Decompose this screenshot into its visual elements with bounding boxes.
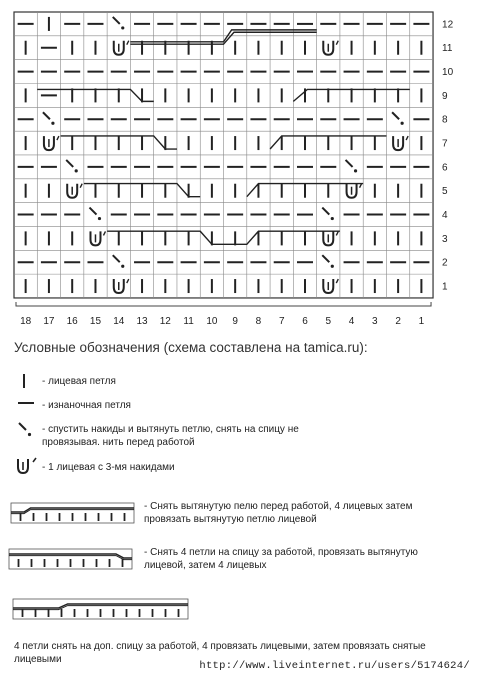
column-label: 17: [43, 315, 55, 327]
legend-cable-front: - Снять вытянутую пелю перед работой, 4 лицевых затем провязать вытянутую петлю лицевой: [144, 501, 413, 525]
legend-triple: - 1 лицевая с 3-мя накидами: [42, 462, 175, 473]
watermark: http://www.liveinternet.ru/users/5174624/: [199, 660, 470, 672]
dropped-loop: [322, 255, 329, 262]
triple-yarnover-mark: [336, 279, 338, 283]
legend-title: Условные обозначения (схема составлена на tamica.ru):: [14, 340, 368, 355]
column-label: 11: [183, 315, 194, 327]
cable-front-icon: [8, 500, 140, 526]
row-label: 4: [442, 210, 448, 222]
row-label: 12: [442, 19, 454, 31]
legend-purl: - изнаночная петля: [42, 400, 131, 411]
column-label: 3: [372, 315, 378, 327]
dropped-loop-dot: [51, 122, 54, 125]
dropped-loop: [113, 17, 120, 24]
dropped-loop-dot: [401, 122, 404, 125]
column-label: 14: [113, 315, 125, 327]
dropped-loop: [346, 160, 353, 167]
triple-yarnover-mark: [336, 41, 338, 45]
row-label: 5: [442, 186, 448, 198]
row-label: 8: [442, 114, 448, 126]
dropped-loop-dot: [331, 265, 334, 268]
column-label: 5: [325, 315, 332, 327]
row-label: 10: [442, 67, 454, 79]
dropped-loop: [66, 160, 73, 167]
dropped-loop-dot: [331, 217, 334, 220]
knit-stitch-icon: [16, 372, 32, 390]
dropped-loop-icon: [16, 420, 34, 440]
column-labels: [20, 316, 425, 327]
column-label: 7: [278, 315, 285, 327]
column-label: 4: [348, 315, 355, 327]
triple-yarnover-mark: [127, 41, 129, 45]
row-labels: [442, 19, 454, 292]
cable-4-icon: [10, 596, 202, 622]
triple-yarnover-mark: [80, 184, 82, 188]
dropped-loop-dot: [354, 169, 357, 172]
column-label: 12: [159, 315, 171, 327]
purl-stitch-icon: [16, 396, 36, 410]
repeat-bracket: [16, 302, 431, 306]
triple-yarnover-mark: [127, 279, 129, 283]
column-label: 15: [89, 315, 102, 327]
cable-back-icon: [6, 546, 144, 572]
row-label: 1: [442, 281, 448, 293]
row-label: 3: [442, 233, 448, 245]
legend-drop: - спустить накиды и вытянуть петлю, снять на спицу не провязывая. нить перед работой: [42, 424, 299, 448]
column-label: 13: [136, 315, 148, 327]
row-label: 6: [442, 162, 448, 174]
column-label: 16: [66, 315, 78, 327]
column-label: 18: [20, 315, 32, 327]
column-label: 9: [232, 315, 238, 327]
dropped-loop: [113, 255, 120, 262]
legend-cable-4: 4 петли снять на доп. спицу за работой, 4 провязать лицевыми, затем провязать снятые лицевыми: [14, 641, 426, 665]
row-label: 7: [442, 138, 448, 150]
legend-cable-back: - Снять 4 петли на спицу за работой, провязать вытянутую лицевой, затем 4 лицевых: [144, 547, 418, 571]
dropped-loop-dot: [121, 26, 124, 29]
row-label: 9: [442, 90, 448, 102]
column-label: 10: [206, 315, 218, 327]
dropped-loop-dot: [75, 169, 78, 172]
triple-yarnover-mark: [103, 231, 105, 235]
triple-yarnover-icon: [14, 456, 38, 478]
triple-yarnover-mark: [57, 136, 59, 140]
dropped-loop: [89, 208, 96, 215]
dropped-loop: [43, 112, 50, 119]
column-label: 8: [255, 315, 262, 327]
dropped-loop: [392, 112, 399, 119]
dropped-loop: [322, 208, 329, 215]
dropped-loop-dot: [98, 217, 101, 220]
row-label: 2: [442, 257, 448, 269]
dropped-loop-dot: [121, 265, 124, 268]
triple-yarnover-mark: [336, 231, 338, 235]
column-label: 6: [302, 315, 308, 327]
triple-yarnover-mark: [406, 136, 408, 140]
triple-yarnover-mark: [360, 184, 362, 188]
legend-knit: - лицевая петля: [42, 376, 116, 387]
column-label: 2: [395, 315, 401, 327]
column-label: 1: [418, 315, 425, 327]
row-label: 11: [442, 43, 453, 55]
